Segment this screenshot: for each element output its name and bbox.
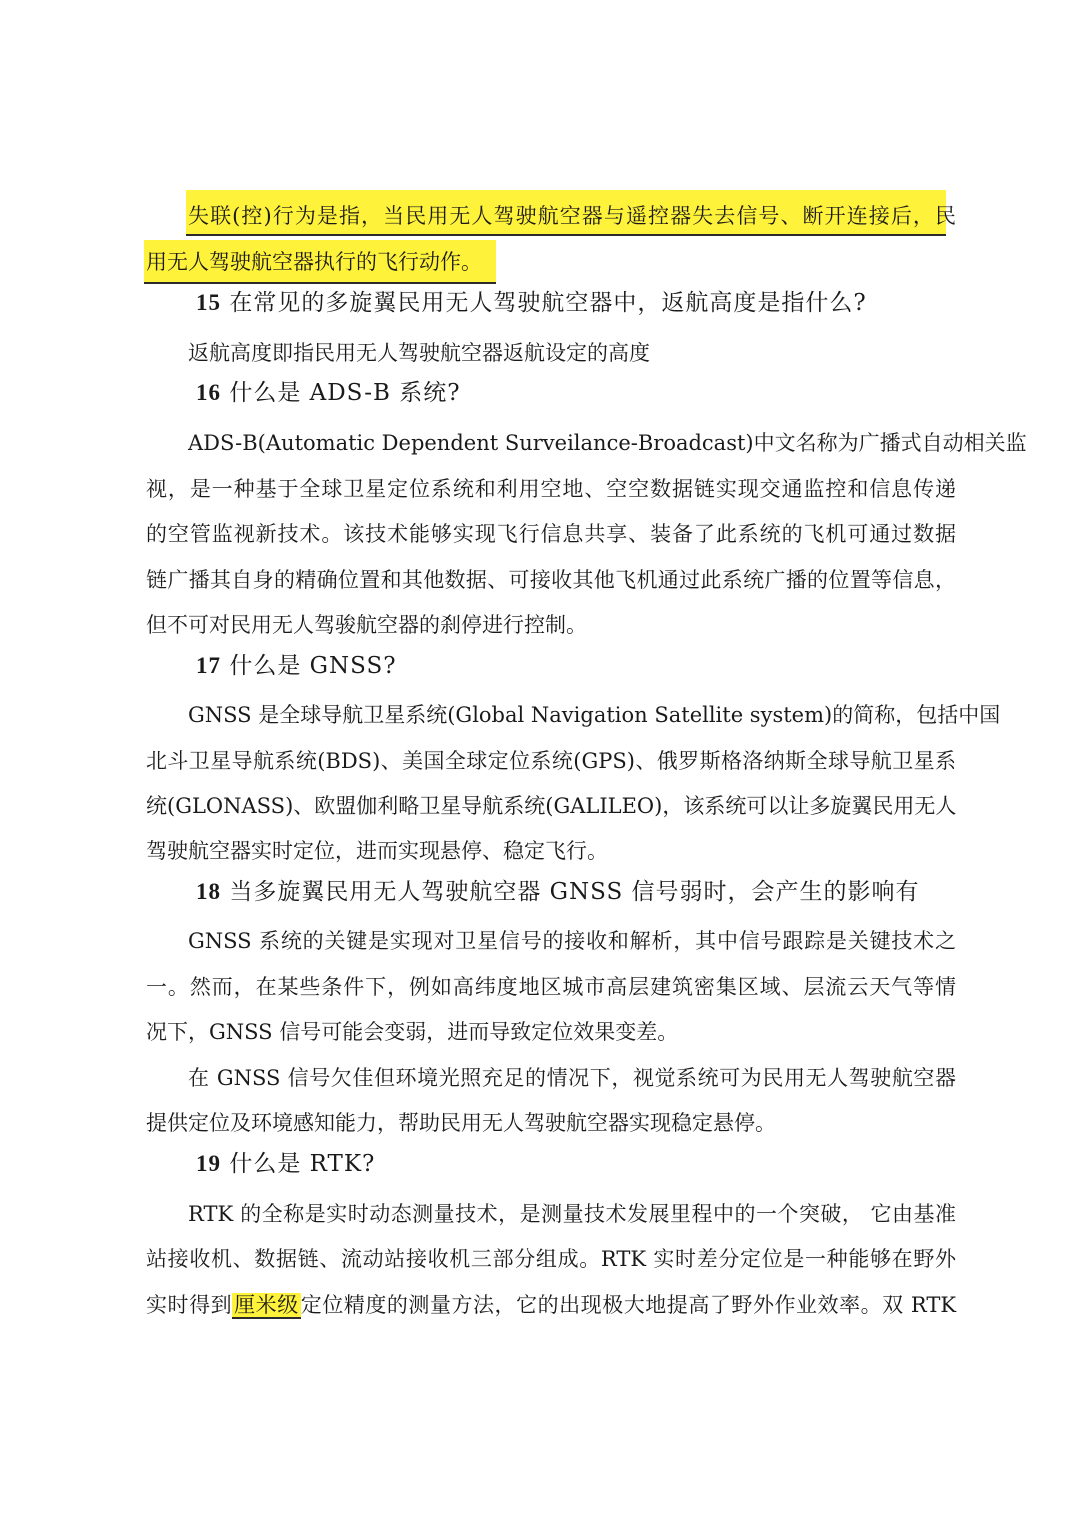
answer-19-line: RTK 的全称是实时动态测量技术，是测量技术发展里程中的一个突破， 它由基准 (188, 1202, 956, 1226)
answer-19-line: 站接收机、数据链、流动站接收机三部分组成。RTK 实时差分定位是一种能够在野外 (146, 1247, 956, 1271)
question-text: 什么是 GNSS? (229, 653, 397, 679)
line-text: 实时得到 (146, 1293, 233, 1317)
question-number: 18 (196, 879, 221, 904)
question-text: 什么是 RTK? (229, 1151, 376, 1177)
answer-19-line-3 (146, 1290, 956, 1320)
highlighted-term: 厘米级 (234, 1293, 299, 1317)
question-text: 在常见的多旋翼民用无人驾驶航空器中，返航高度是指什么? (229, 290, 867, 316)
answer-16-line: 链广播其自身的精确位置和其他数据、可接收其他飞机通过此系统广播的位置等信息， (146, 568, 956, 592)
answer-18-line: 况下，GNSS 信号可能会变弱，进而导致定位效果变差。 (146, 1020, 679, 1044)
answer-16-line: 视，是一种基于全球卫星定位系统和利用空地、空空数据链实现交通监控和信息传递 (146, 477, 956, 501)
question-number: 17 (196, 653, 221, 678)
highlight-line-1: 失联(控)行为是指，当民用无人驾驶航空器与遥控器失去信号、断开连接后，民 (188, 204, 956, 228)
answer-17-line: 驾驶航空器实时定位，进而实现悬停、稳定飞行。 (146, 839, 608, 863)
answer-16-line: ADS-B(Automatic Dependent Surveilance-Broadcast)中文名称为广播式自动相关监 (188, 431, 1027, 455)
answer-16-line: 但不可对民用无人驾骏航空器的刹停进行控制。 (146, 613, 587, 637)
answer-16-line: 的空管监视新技术。该技术能够实现飞行信息共享、装备了此系统的飞机可通过数据 (146, 522, 956, 546)
answer-17-line: 统(GLONASS)、欧盟伽利略卫星导航系统(GALILEO)，该系统可以让多旋翼民用无人 (146, 794, 957, 818)
line-text: 定位精度的测量方法，它的出现极大地提高了野外作业效率。双 RTK (300, 1293, 957, 1317)
answer-17-line: GNSS 是全球导航卫星系统(Global Navigation Satellite system)的简称，包括中国 (188, 703, 1001, 727)
question-15-heading (196, 287, 867, 319)
highlight-line-2: 用无人驾驶航空器执行的飞行动作。 (146, 250, 482, 274)
answer-17-line: 北斗卫星导航系统(BDS)、美国全球定位系统(GPS)、俄罗斯格洛纳斯全球导航卫星系 (146, 749, 956, 773)
question-number: 19 (196, 1151, 221, 1176)
answer-15: 返航高度即指民用无人驾驶航空器返航设定的高度 (188, 341, 650, 365)
question-number: 15 (196, 290, 221, 315)
question-text: 什么是 ADS-B 系统? (229, 380, 461, 406)
question-18-heading (196, 876, 920, 908)
answer-18-line: 一。然而，在某些条件下，例如高纬度地区城市高层建筑密集区域、层流云天气等情 (146, 975, 956, 999)
answer-18-line: 提供定位及环境感知能力，帮助民用无人驾驶航空器实现稳定悬停。 (146, 1111, 776, 1135)
question-number: 16 (196, 380, 221, 405)
question-text: 当多旋翼民用无人驾驶航空器 GNSS 信号弱时，会产生的影响有 (229, 879, 920, 905)
answer-18-line: GNSS 系统的关键是实现对卫星信号的接收和解析，其中信号跟踪是关键技术之 (188, 929, 956, 953)
question-17-heading (196, 650, 397, 682)
question-16-heading (196, 377, 461, 409)
answer-18-line: 在 GNSS 信号欠佳但环境光照充足的情况下，视觉系统可为民用无人驾驶航空器 (188, 1066, 956, 1090)
question-19-heading (196, 1148, 375, 1180)
